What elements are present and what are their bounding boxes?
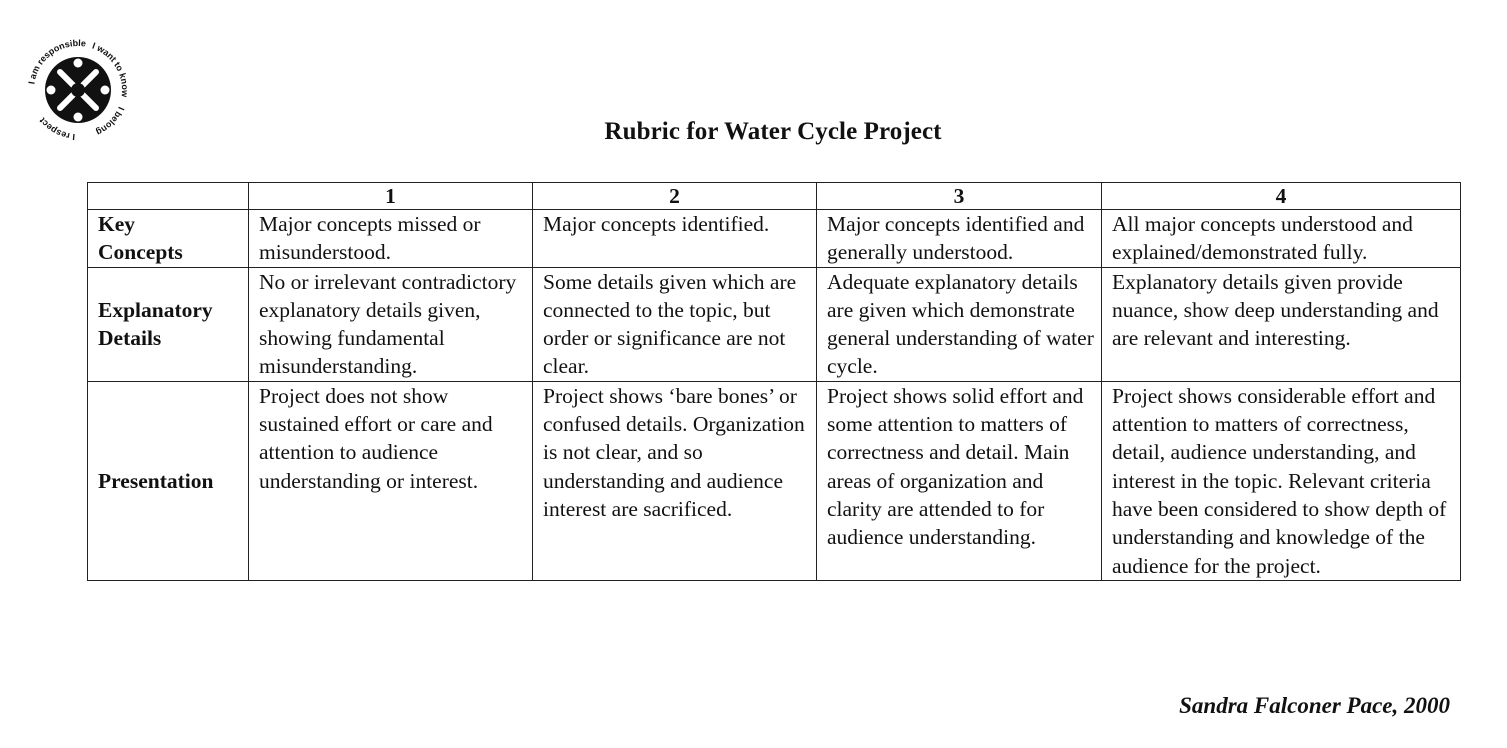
header-cell-score-4: 4 xyxy=(1102,183,1461,210)
rubric-table xyxy=(87,182,1461,581)
header-cell-blank xyxy=(88,183,249,210)
table-cell: Major concepts missed or misunderstood. xyxy=(249,210,533,268)
row-label xyxy=(88,267,249,381)
row-label-text: Explanatory Details xyxy=(98,297,213,351)
row-label-text: Key Concepts xyxy=(98,212,183,265)
page-title: Rubric for Water Cycle Project xyxy=(604,118,942,145)
table-cell: Major concepts identified. xyxy=(533,210,817,268)
table-row-presentation xyxy=(88,381,1461,580)
row-label-text: Presentation xyxy=(98,468,214,493)
table-header-row xyxy=(88,183,1461,210)
header-cell-score-3: 3 xyxy=(817,183,1102,210)
table-cell: Project shows solid effort and some attention to matters of correctness and detail. Main areas of organization and clarity are attended to for audience understanding. xyxy=(817,381,1102,580)
table-cell: All major concepts understood and explained/demonstrated fully. xyxy=(1102,210,1461,268)
header-cell-score-2: 2 xyxy=(533,183,817,210)
table-row-key-concepts xyxy=(88,210,1461,268)
logo-ring-text: I belong xyxy=(94,105,127,138)
table-cell: Some details given which are connected to the topic, but order or significance are not clear. xyxy=(533,267,817,381)
row-label xyxy=(88,210,249,268)
author-credit: Sandra Falconer Pace, 2000 xyxy=(1179,693,1450,718)
logo-ring-text: I want to know xyxy=(90,40,131,98)
table-row-explanatory-details xyxy=(88,267,1461,381)
row-label xyxy=(88,381,249,580)
table-cell: Adequate explanatory details are given which demonstrate general understanding of water cycle. xyxy=(817,267,1102,381)
table-cell: Project shows considerable effort and attention to matters of correctness, detail, audience understanding, and interest in the topic. Relevant criteria have been considered to show depth of understanding and knowledge of the audience for the project. xyxy=(1102,381,1461,580)
logo-ring-text: I respect xyxy=(37,115,76,142)
header-cell-score-1: 1 xyxy=(249,183,533,210)
table-cell: Project does not show sustained effort or care and attention to audience understanding or interest. xyxy=(249,381,533,580)
table-cell: Explanatory details given provide nuance, show deep understanding and are relevant and interesting. xyxy=(1102,267,1461,381)
table-cell: Major concepts identified and generally understood. xyxy=(817,210,1102,268)
table-cell: Project shows ‘bare bones’ or confused details. Organization is not clear, and so understanding and audience interest are sacrificed. xyxy=(533,381,817,580)
table-cell: No or irrelevant contradictory explanatory details given, showing fundamental misunderstanding. xyxy=(249,267,533,381)
logo-ring-text: I am responsible xyxy=(26,38,87,85)
